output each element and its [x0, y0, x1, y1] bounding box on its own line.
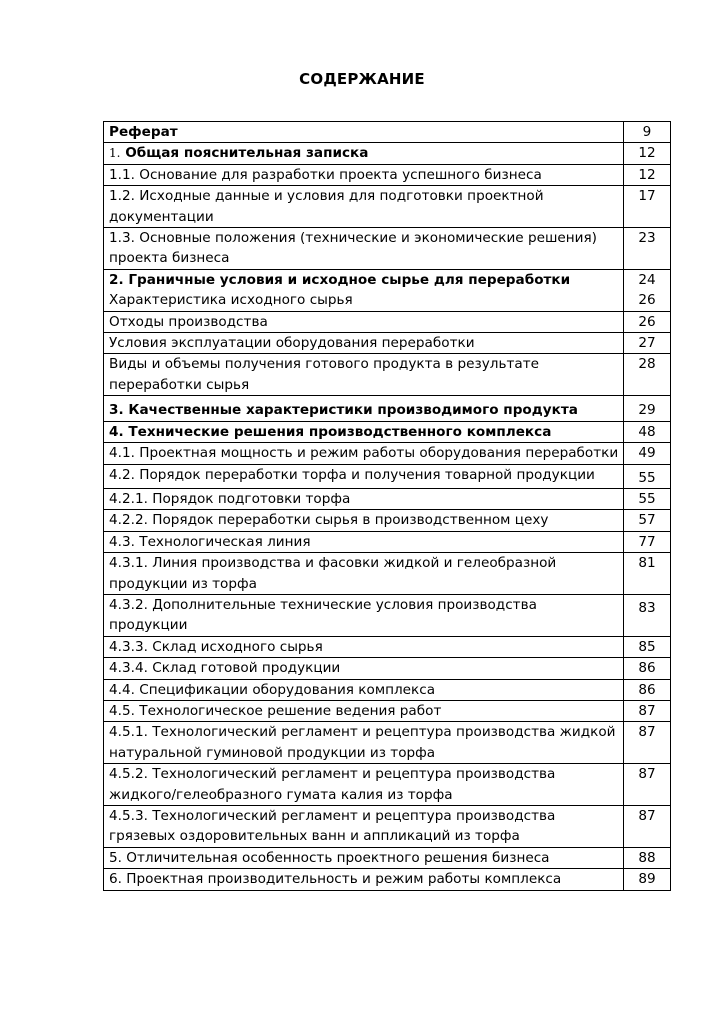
- toc-entry-number: 1.: [109, 146, 121, 161]
- toc-entry-page: 83: [624, 594, 671, 636]
- toc-row: [104, 594, 671, 636]
- page-title: СОДЕРЖАНИЕ: [299, 70, 425, 88]
- toc-entry-title: Отходы производства: [104, 311, 624, 332]
- toc-entry-page: 49: [624, 443, 671, 464]
- toc-entry-title: 4.1. Проектная мощность и режим работы оборудования переработки: [104, 443, 624, 464]
- toc-entry-title: 4.3.4. Склад готовой продукции: [104, 658, 624, 679]
- toc-entry-page: 17: [624, 186, 671, 228]
- toc-entry-title: 4.3.3. Склад исходного сырья: [104, 636, 624, 657]
- toc-entry-title: 4.3. Технологическая линия: [104, 531, 624, 552]
- toc-row: [104, 764, 671, 806]
- toc-entry-title: 5. Отличительная особенность проектного решения бизнеса: [104, 847, 624, 868]
- toc-entry-page: 87: [624, 722, 671, 764]
- toc-entry-page: 12: [624, 143, 671, 164]
- toc-entry-page: 27: [624, 333, 671, 354]
- toc-entry-title: Реферат: [104, 122, 624, 143]
- table-of-contents: [103, 121, 671, 891]
- toc-entry-title: 1.1. Основание для разработки проекта успешного бизнеса: [104, 164, 624, 185]
- toc-entry-page: 24: [624, 269, 671, 290]
- toc-entry-title: Характеристика исходного сырья: [104, 290, 624, 311]
- toc-entry-title: 1.2. Исходные данные и условия для подготовки проектной документации: [104, 186, 624, 228]
- toc-entry-page: 87: [624, 806, 671, 848]
- toc-entry-page: 87: [624, 700, 671, 721]
- toc-row: [104, 869, 671, 890]
- toc-entry-page: 48: [624, 421, 671, 442]
- toc-entry-page: 29: [624, 396, 671, 421]
- toc-entry-title-container: [104, 143, 624, 164]
- toc-row: [104, 531, 671, 552]
- toc-entry-title: 4.2.2. Порядок переработки сырья в производственном цеху: [104, 510, 624, 531]
- toc-entry-title: Виды и объемы получения готового продукта в результате переработки сырья: [104, 354, 624, 396]
- toc-entry-page: 26: [624, 311, 671, 332]
- toc-entry-page: 86: [624, 679, 671, 700]
- toc-row: [104, 421, 671, 442]
- toc-row: [104, 636, 671, 657]
- toc-entry-title: 4.2. Порядок переработки торфа и получения товарной продукции: [104, 464, 624, 488]
- toc-row: [104, 722, 671, 764]
- toc-entry-title: 6. Проектная производительность и режим работы комплекса: [104, 869, 624, 890]
- toc-entry-page: 9: [624, 122, 671, 143]
- toc-entry-page: 23: [624, 228, 671, 270]
- toc-entry-title: Общая пояснительная записка: [125, 145, 369, 162]
- toc-entry-title: Условия эксплуатации оборудования переработки: [104, 333, 624, 354]
- toc-row: [104, 679, 671, 700]
- toc-entry-title: 4.4. Спецификации оборудования комплекса: [104, 679, 624, 700]
- toc-entry-page: 28: [624, 354, 671, 396]
- toc-row: [104, 354, 671, 396]
- toc-row: [104, 143, 671, 164]
- toc-row: [104, 510, 671, 531]
- toc-entry-title: 4.5.1. Технологический регламент и рецептура производства жидкой натуральной гуминовой продукции из торфа: [104, 722, 624, 764]
- toc-row: [104, 333, 671, 354]
- toc-row: [104, 488, 671, 509]
- toc-entry-title: 4.3.2. Дополнительные технические условия производства продукции: [104, 594, 624, 636]
- toc-row: [104, 311, 671, 332]
- toc-entry-page: 26: [624, 290, 671, 311]
- toc-entry-title: 4.5.2. Технологический регламент и рецептура производства жидкого/гелеобразного гумата калия из торфа: [104, 764, 624, 806]
- toc-entry-page: 87: [624, 764, 671, 806]
- toc-entry-page: 85: [624, 636, 671, 657]
- toc-entry-page: 77: [624, 531, 671, 552]
- toc-row: [104, 443, 671, 464]
- toc-entry-title: 3. Качественные характеристики производимого продукта: [104, 396, 624, 421]
- toc-entry-page: 55: [624, 464, 671, 488]
- toc-entry-title: 4.3.1. Линия производства и фасовки жидкой и гелеобразной продукции из торфа: [104, 553, 624, 595]
- toc-entry-page: 57: [624, 510, 671, 531]
- toc-entry-title: 4.5. Технологическое решение ведения работ: [104, 700, 624, 721]
- toc-entry-title: 4.2.1. Порядок подготовки торфа: [104, 488, 624, 509]
- toc-row: [104, 396, 671, 421]
- toc-entry-page: 88: [624, 847, 671, 868]
- toc-row: [104, 186, 671, 228]
- toc-row: [104, 464, 671, 488]
- toc-row: [104, 700, 671, 721]
- toc-entry-title: 4. Технические решения производственного комплекса: [104, 421, 624, 442]
- toc-entry-page: 55: [624, 488, 671, 509]
- toc-entry-page: 12: [624, 164, 671, 185]
- toc-row: [104, 806, 671, 848]
- toc-row: [104, 553, 671, 595]
- toc-row: [104, 658, 671, 679]
- toc-row: [104, 164, 671, 185]
- toc-row: [104, 269, 671, 290]
- toc-row: [104, 228, 671, 270]
- toc-row: [104, 290, 671, 311]
- toc-row: [104, 122, 671, 143]
- toc-row: [104, 847, 671, 868]
- toc-entry-title: 2. Граничные условия и исходное сырье для переработки: [104, 269, 624, 290]
- toc-entry-title: 1.3. Основные положения (технические и экономические решения) проекта бизнеса: [104, 228, 624, 270]
- toc-entry-title: 4.5.3. Технологический регламент и рецептура производства грязевых оздоровительных ванн и аппликаций из торфа: [104, 806, 624, 848]
- toc-entry-page: 89: [624, 869, 671, 890]
- toc-entry-page: 81: [624, 553, 671, 595]
- toc-entry-page: 86: [624, 658, 671, 679]
